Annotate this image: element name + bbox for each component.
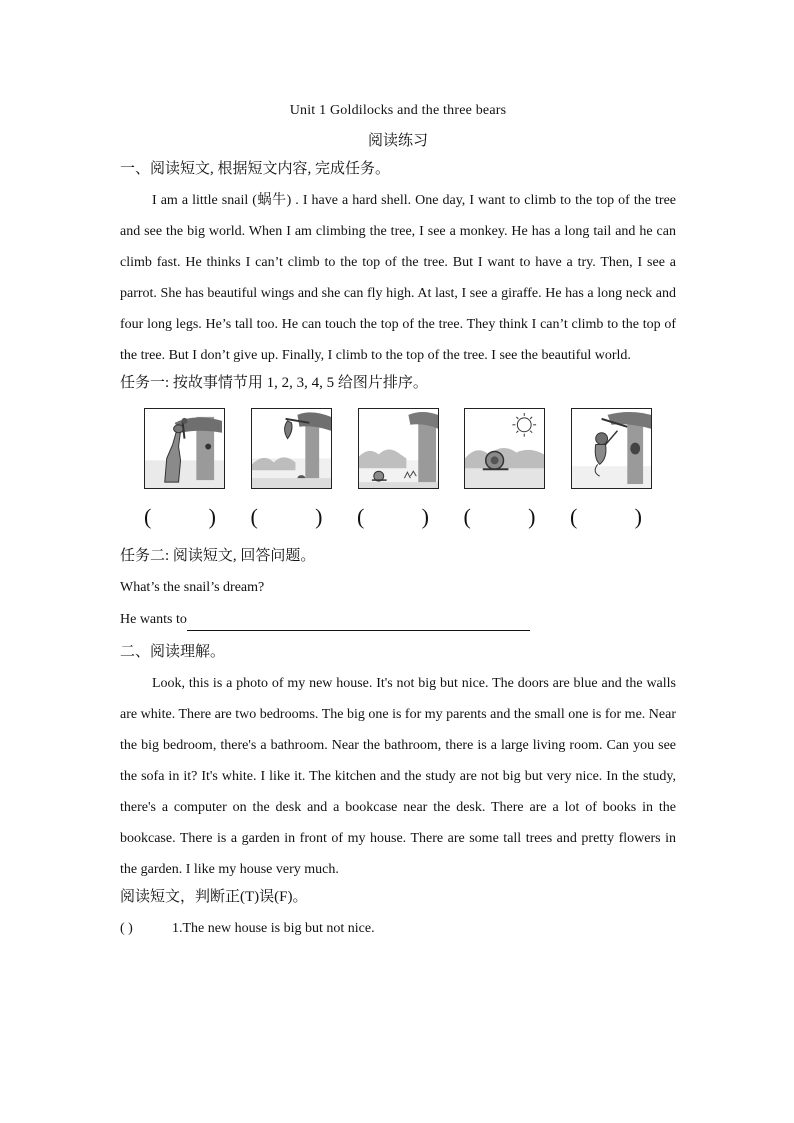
giraffe-picture <box>144 408 225 489</box>
order-answer-blank[interactable]: ( ) <box>570 504 642 529</box>
snail-on-ground-picture <box>464 408 545 489</box>
true-false-blank[interactable]: ( ) <box>120 921 133 936</box>
answer-prefix: He wants to <box>120 612 187 627</box>
monkey-picture <box>571 408 652 489</box>
order-answer-blank[interactable]: ( ) <box>144 504 216 529</box>
task2-instruction: 任务二: 阅读短文, 回答问题。 <box>120 548 316 564</box>
snail-passage: I am a little snail (蜗牛) . I have a hard shell. One day, I want to climb to the top of the tree and see the big world. When I am climbing the tree, I see a monkey. He has a long tail and he can climb fast. He thinks I can’t climb to the top of the tree. But I want to have a try. Then, I see a parrot. She has beautiful wings and she can fly high. At last, I see a giraffe. He has a long neck and four long legs. He’s tall too. He can touch the top of the tree. They think I can’t climb to the top of the tree. But I don’t give up. Finally, I climb to the top of the tree. I see the beautiful world. <box>120 193 676 363</box>
part2-heading: 二、阅读理解。 <box>120 644 226 660</box>
worksheet-page <box>120 100 676 940</box>
ordering-answer-row <box>144 503 642 531</box>
true-false-statement: 1.The new house is big but not nice. <box>172 921 375 936</box>
task2-question: What’s the snail’s dream? <box>120 580 265 595</box>
picture-row <box>144 408 652 489</box>
order-answer-blank[interactable]: ( ) <box>357 504 429 529</box>
worksheet-subtitle: 阅读练习 <box>367 133 428 149</box>
parrot-picture <box>251 408 332 489</box>
task2-answer <box>120 609 676 631</box>
order-answer-blank[interactable]: ( ) <box>250 504 323 529</box>
house-passage: Look, this is a photo of my new house. It's not big but nice. The doors are blue and the walls are white. There are two bedrooms. The big one is for my parents and the small one is for me. Near the big bedroom, there's a bathroom. Near the bathroom, there is a large living room. Can you see the sofa in it? It's white. I like it. The kitchen and the study are not big but very nice. In the study, there's a computer on the desk and a bookcase near the desk. There are a lot of books in the bookcase. There is a garden in front of my house. There are some tall trees and pretty flowers in the garden. I like my house very much. <box>120 676 676 877</box>
true-false-item <box>120 918 676 940</box>
unit-title: Unit 1 Goldilocks and the three bears <box>289 103 507 118</box>
snail-at-tree-picture <box>358 408 439 489</box>
answer-blank-line[interactable] <box>187 615 530 631</box>
part1-heading: 一、阅读短文, 根据短文内容, 完成任务。 <box>120 161 391 177</box>
part2-instruction: 阅读短文，判断正(T)误(F)。 <box>120 889 308 905</box>
task1-instruction: 任务一: 按故事情节用 1, 2, 3, 4, 5 给图片排序。 <box>120 375 428 391</box>
order-answer-blank[interactable]: ( ) <box>463 504 536 529</box>
